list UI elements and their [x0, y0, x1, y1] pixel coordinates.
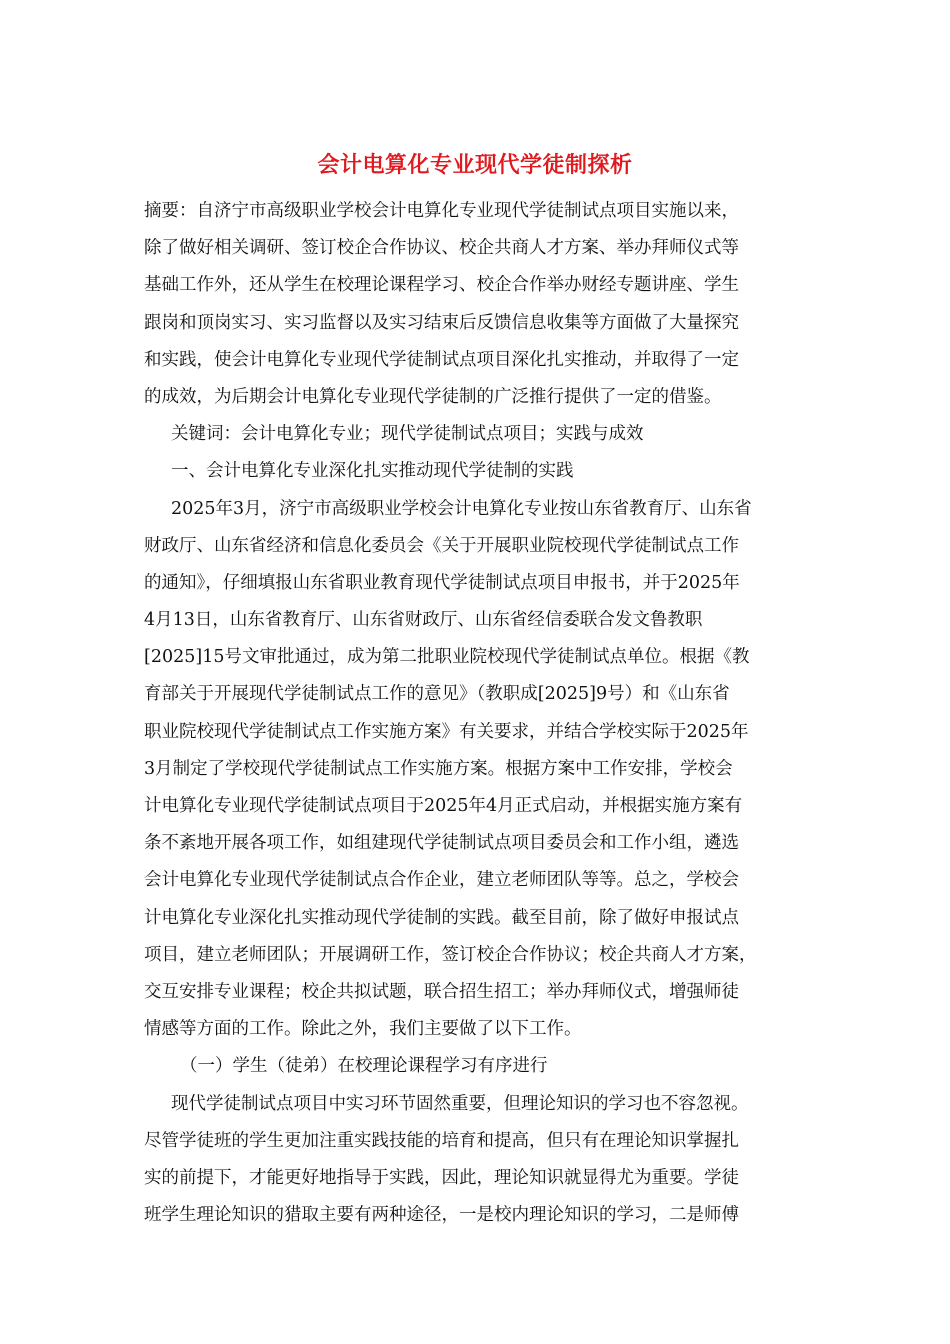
paragraph-line: 现代学徒制试点项目中实习环节固然重要，但理论知识的学习也不容忽视。 [171, 1093, 749, 1114]
abstract-line: 跟岗和顶岗实习、实习监督以及实习结束后反馈信息收集等方面做了大量探究 [144, 312, 739, 333]
paragraph-line: 计电算化专业现代学徒制试点项目于2025年4月正式启动，并根据实施方案有 [144, 796, 743, 816]
abstract-line: 和实践，使会计电算化专业现代学徒制试点项目深化扎实推动，并取得了一定 [144, 349, 739, 370]
paragraph-line: 3月制定了学校现代学徒制试点工作实施方案。根据方案中工作安排，学校会 [144, 758, 733, 779]
paragraph-line: 计电算化专业深化扎实推动现代学徒制的实践。截至目前，除了做好申报试点 [144, 907, 739, 928]
abstract-line: 基础工作外，还从学生在校理论课程学习、校企合作举办财经专题讲座、学生 [144, 275, 739, 296]
paragraph-line: 情感等方面的工作。除此之外，我们主要做了以下工作。 [144, 1019, 582, 1040]
section-heading: 一、会计电算化专业深化扎实推动现代学徒制的实践 [171, 461, 574, 482]
paragraph-line: [2025]15号文审批通过，成为第二批职业院校现代学徒制试点单位。根据《教 [144, 647, 750, 668]
document-body [144, 193, 804, 1234]
paragraph-line: 条不紊地开展各项工作，如组建现代学徒制试点项目委员会和工作小组，遴选 [144, 833, 739, 854]
paragraph-line: 的通知》，仔细填报山东省职业教育现代学徒制试点项目申报书，并于2025年 [144, 572, 740, 593]
paragraph-line: 育部关于开展现代学徒制试点工作的意见》（教职成[2025]9号）和《山东省 [144, 684, 730, 705]
document-title: 会计电算化专业现代学徒制探析 [317, 152, 633, 178]
abstract-line: 除了做好相关调研、签订校企合作协议、校企共商人才方案、举办拜师仪式等 [144, 238, 739, 259]
abstract-line: 的成效，为后期会计电算化专业现代学徒制的广泛推行提供了一定的借鉴。 [144, 386, 722, 407]
paragraph-line: 财政厅、山东省经济和信息化委员会《关于开展职业院校现代学徒制试点工作 [144, 535, 739, 556]
subsection-heading: （一）学生（徒弟）在校理论课程学习有序进行 [180, 1056, 548, 1077]
paragraph-line: 班学生理论知识的猎取主要有两种途径，一是校内理论知识的学习，二是师傅 [144, 1205, 739, 1226]
paragraph-line: 2025年3月，济宁市高级职业学校会计电算化专业按山东省教育厅、山东省 [171, 498, 752, 519]
paragraph-line: 职业院校现代学徒制试点工作实施方案》有关要求，并结合学校实际于2025年 [144, 721, 749, 742]
keywords-line: 关键词：会计电算化专业；现代学徒制试点项目；实践与成效 [171, 424, 644, 445]
paragraph-line: 尽管学徒班的学生更加注重实践技能的培育和提高，但只有在理论知识掌握扎 [144, 1130, 739, 1151]
paragraph-line: 会计电算化专业现代学徒制试点合作企业，建立老师团队等等。总之，学校会 [144, 870, 739, 891]
paragraph-line: 实的前提下，才能更好地指导于实践，因此，理论知识就显得尤为重要。学徒 [144, 1167, 739, 1188]
paragraph-line: 项目，建立老师团队；开展调研工作，签订校企合作协议；校企共商人才方案， [144, 944, 757, 965]
paragraph-line: 交互安排专业课程；校企共拟试题，联合招生招工；举办拜师仪式，增强师徒 [144, 981, 739, 1002]
abstract-line: 摘要：自济宁市高级职业学校会计电算化专业现代学徒制试点项目实施以来， [144, 201, 739, 221]
paragraph-line: 4月13日，山东省教育厅、山东省财政厅、山东省经信委联合发文鲁教职 [144, 610, 703, 631]
